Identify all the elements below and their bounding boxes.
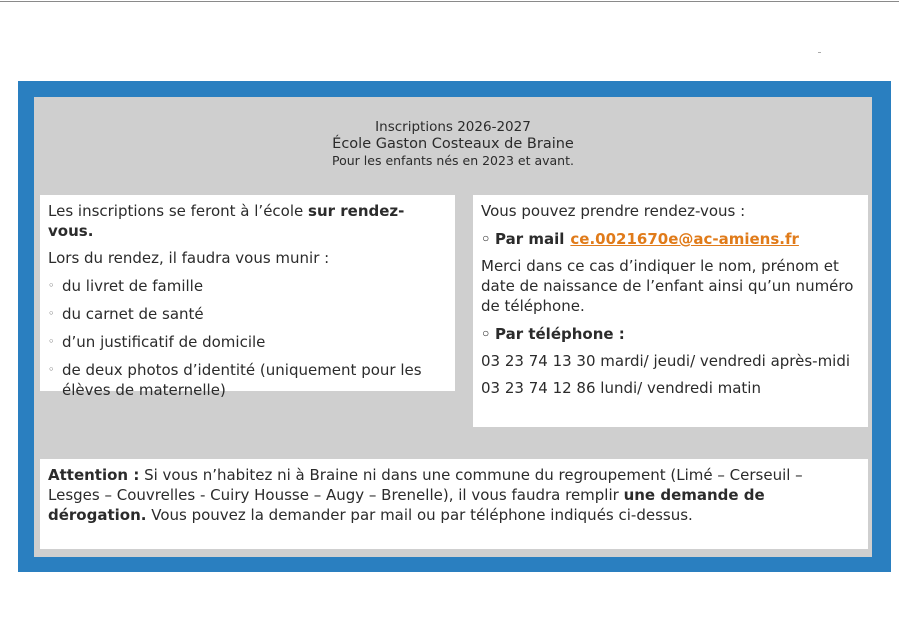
header-school-name: École Gaston Costeaux de Braine	[332, 136, 574, 152]
list-item	[48, 332, 445, 352]
header-eligibility: Pour les enfants nés en 2023 et avant.	[332, 153, 574, 168]
top-rule	[0, 1, 899, 2]
mail-instructions: Merci dans ce cas d’indiquer le nom, prénom et date de naissance de l’enfant ainsi qu’un numéro de téléphone.	[481, 257, 854, 315]
phone-option	[481, 324, 860, 344]
phone-number-2: 03 23 74 12 86 lundi/ vendredi matin	[481, 379, 761, 397]
header-inscriptions: Inscriptions 2026-2027	[375, 119, 531, 135]
list-item	[48, 360, 445, 400]
flyer-header	[34, 119, 872, 169]
attention-body-2: Vous pouvez la demander par mail ou par téléphone indiqués ci-dessus.	[146, 506, 693, 524]
item-label: de deux photos d’identité (uniquement pour les élèves de maternelle)	[62, 361, 422, 399]
list-item	[48, 276, 445, 296]
phone-label: Par téléphone :	[495, 325, 625, 343]
bullet-icon: ◦	[48, 307, 55, 320]
phone-number-1: 03 23 74 13 30 mardi/ jeudi/ vendredi après-midi	[481, 352, 851, 370]
scan-mark	[818, 52, 821, 53]
mail-option	[481, 229, 860, 249]
appointment-intro: Vous pouvez prendre rendez-vous :	[481, 202, 746, 220]
appointment-box	[473, 195, 868, 427]
flyer-panel	[34, 97, 872, 557]
derogation-bold: une demande de dérogation.	[48, 486, 765, 524]
item-label: du carnet de santé	[62, 305, 204, 323]
list-item	[48, 304, 445, 324]
bullet-icon: ◦	[481, 230, 491, 248]
intro-bold: sur rendez-vous.	[48, 202, 405, 240]
attention-body-1: Si vous n’habitez ni à Braine ni dans une commune du regroupement (Limé – Cerseuil – Lesges – Couvrelles - Cuiry Housse – Augy – Brenelle), il vous faudra remplir	[48, 466, 803, 504]
bullet-icon: ◦	[481, 325, 491, 343]
attention-box	[40, 459, 868, 549]
attention-text	[48, 465, 858, 525]
mail-label: Par mail	[495, 230, 565, 248]
bullet-icon: ◦	[48, 363, 55, 376]
flyer-frame	[18, 81, 891, 572]
attention-label: Attention :	[48, 466, 140, 484]
bullet-icon: ◦	[48, 335, 55, 348]
requirements-box	[40, 195, 455, 399]
intro-start: Les inscriptions se feront à l’école	[48, 202, 309, 220]
mail-link[interactable]: ce.0021670e@ac-amiens.fr	[570, 230, 799, 248]
bullet-icon: ◦	[48, 279, 55, 292]
intro-text	[48, 201, 445, 241]
item-label: du livret de famille	[62, 277, 204, 295]
item-label: d’un justificatif de domicile	[62, 333, 266, 351]
munir-text: Lors du rendez, il faudra vous munir :	[48, 249, 330, 267]
